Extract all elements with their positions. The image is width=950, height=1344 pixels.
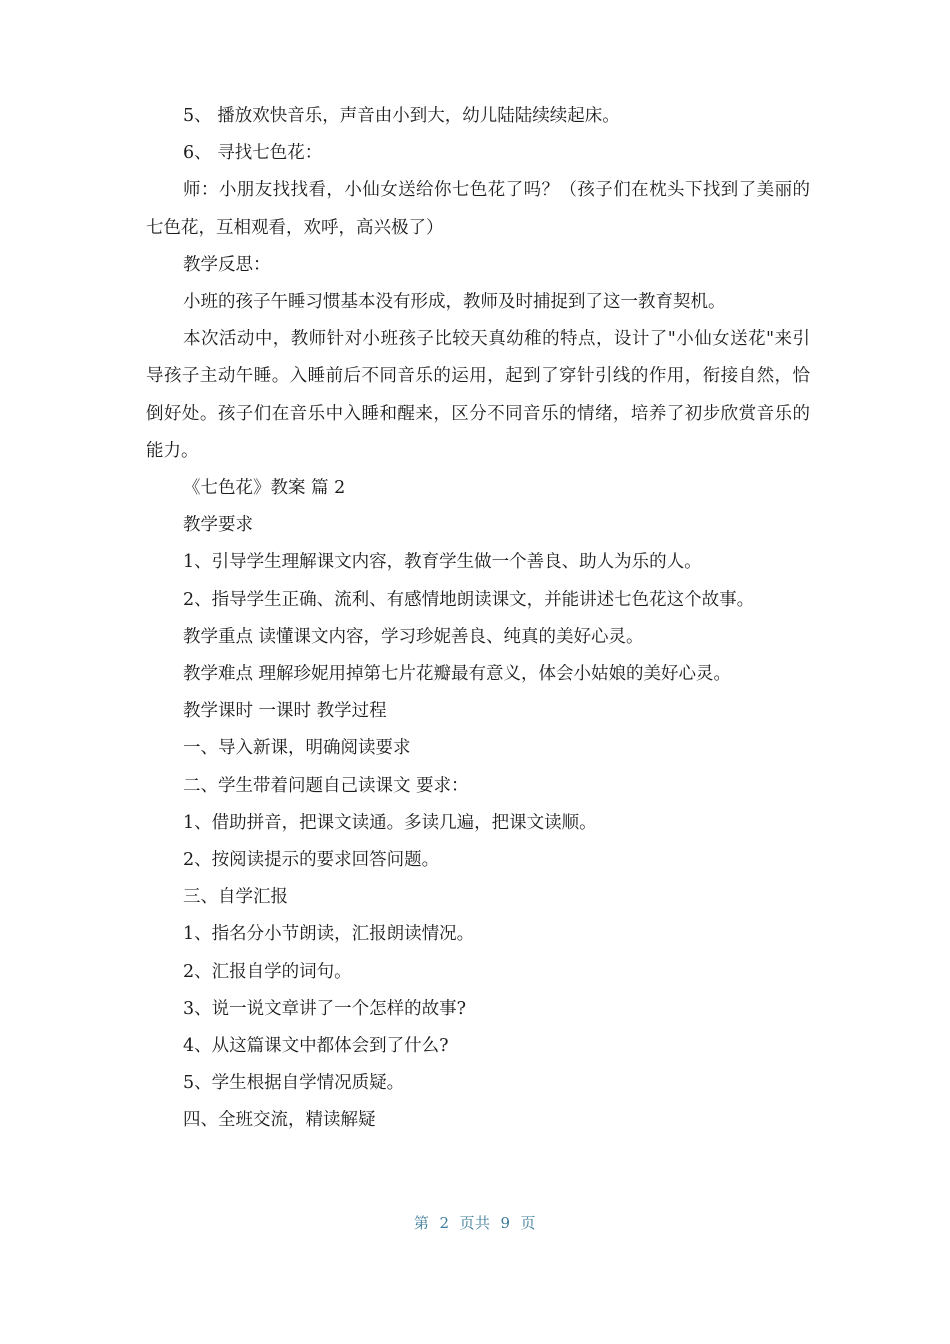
list-item: 3、说一说文章讲了一个怎样的故事? (183, 998, 467, 1019)
current-page-number: 2 (439, 1214, 450, 1232)
paragraph: 教学重点 读懂课文内容，学习珍妮善良、纯真的美好心灵。 (183, 626, 644, 647)
list-item: 1、借助拼音，把课文读通。多读几遍，把课文读顺。 (183, 812, 597, 833)
document-body (146, 98, 810, 1140)
paragraph: 教学课时 一课时 教学过程 (183, 701, 387, 722)
total-page-number: 9 (500, 1214, 511, 1232)
footer-prefix: 第 (413, 1214, 430, 1232)
paragraph: 本次活动中，教师针对小班孩子比较天真幼稚的特点，设计了"小仙女送花"来引导孩子主动午睡。入睡前后不同音乐的运用，起到了穿针引线的作用，衔接自然，恰倒好处。孩子们在音乐中入睡和醒来，区分不同音乐的情绪，培养了初步欣赏音乐的能力。 (146, 329, 810, 461)
list-item: 1、指名分小节朗读，汇报朗读情况。 (183, 924, 475, 945)
list-item: 4、从这篇课文中都体会到了什么? (183, 1036, 449, 1057)
list-item: 2、汇报自学的词句。 (183, 961, 352, 982)
section-heading: 教学反思： (183, 254, 271, 275)
section-heading: 一、导入新课，明确阅读要求 (183, 738, 411, 759)
section-heading: 二、学生带着问题自己读课文 要求： (183, 775, 469, 796)
section-title: 《七色花》教案 篇 2 (183, 478, 346, 499)
section-heading: 三、自学汇报 (183, 887, 288, 908)
paragraph: 师：小朋友找找看，小仙女送给你七色花了吗？（孩子们在枕头下找到了美丽的七色花，互相观看，欢呼，高兴极了） (146, 180, 810, 238)
list-item: 2、指导学生正确、流利、有感情地朗读课文，并能讲述七色花这个故事。 (183, 589, 755, 610)
paragraph: 教学难点 理解珍妮用掉第七片花瓣最有意义，体会小姑娘的美好心灵。 (183, 664, 732, 685)
list-item: 1、引导学生理解课文内容，教育学生做一个善良、助人为乐的人。 (183, 552, 702, 573)
list-item: 2、按阅读提示的要求回答问题。 (183, 850, 440, 871)
footer-suffix: 页 (520, 1214, 537, 1232)
list-item: 6、 寻找七色花： (183, 143, 323, 164)
section-heading: 教学要求 (183, 515, 253, 536)
section-heading: 四、全班交流，精读解疑 (183, 1110, 376, 1131)
list-item: 5、学生根据自学情况质疑。 (183, 1073, 405, 1094)
list-item: 5、 播放欢快音乐，声音由小到大，幼儿陆陆续续起床。 (183, 106, 620, 126)
page-number-footer (0, 1212, 950, 1233)
paragraph: 小班的孩子午睡习惯基本没有形成，教师及时捕捉到了这一教育契机。 (183, 292, 726, 313)
footer-middle: 页共 (459, 1214, 491, 1232)
